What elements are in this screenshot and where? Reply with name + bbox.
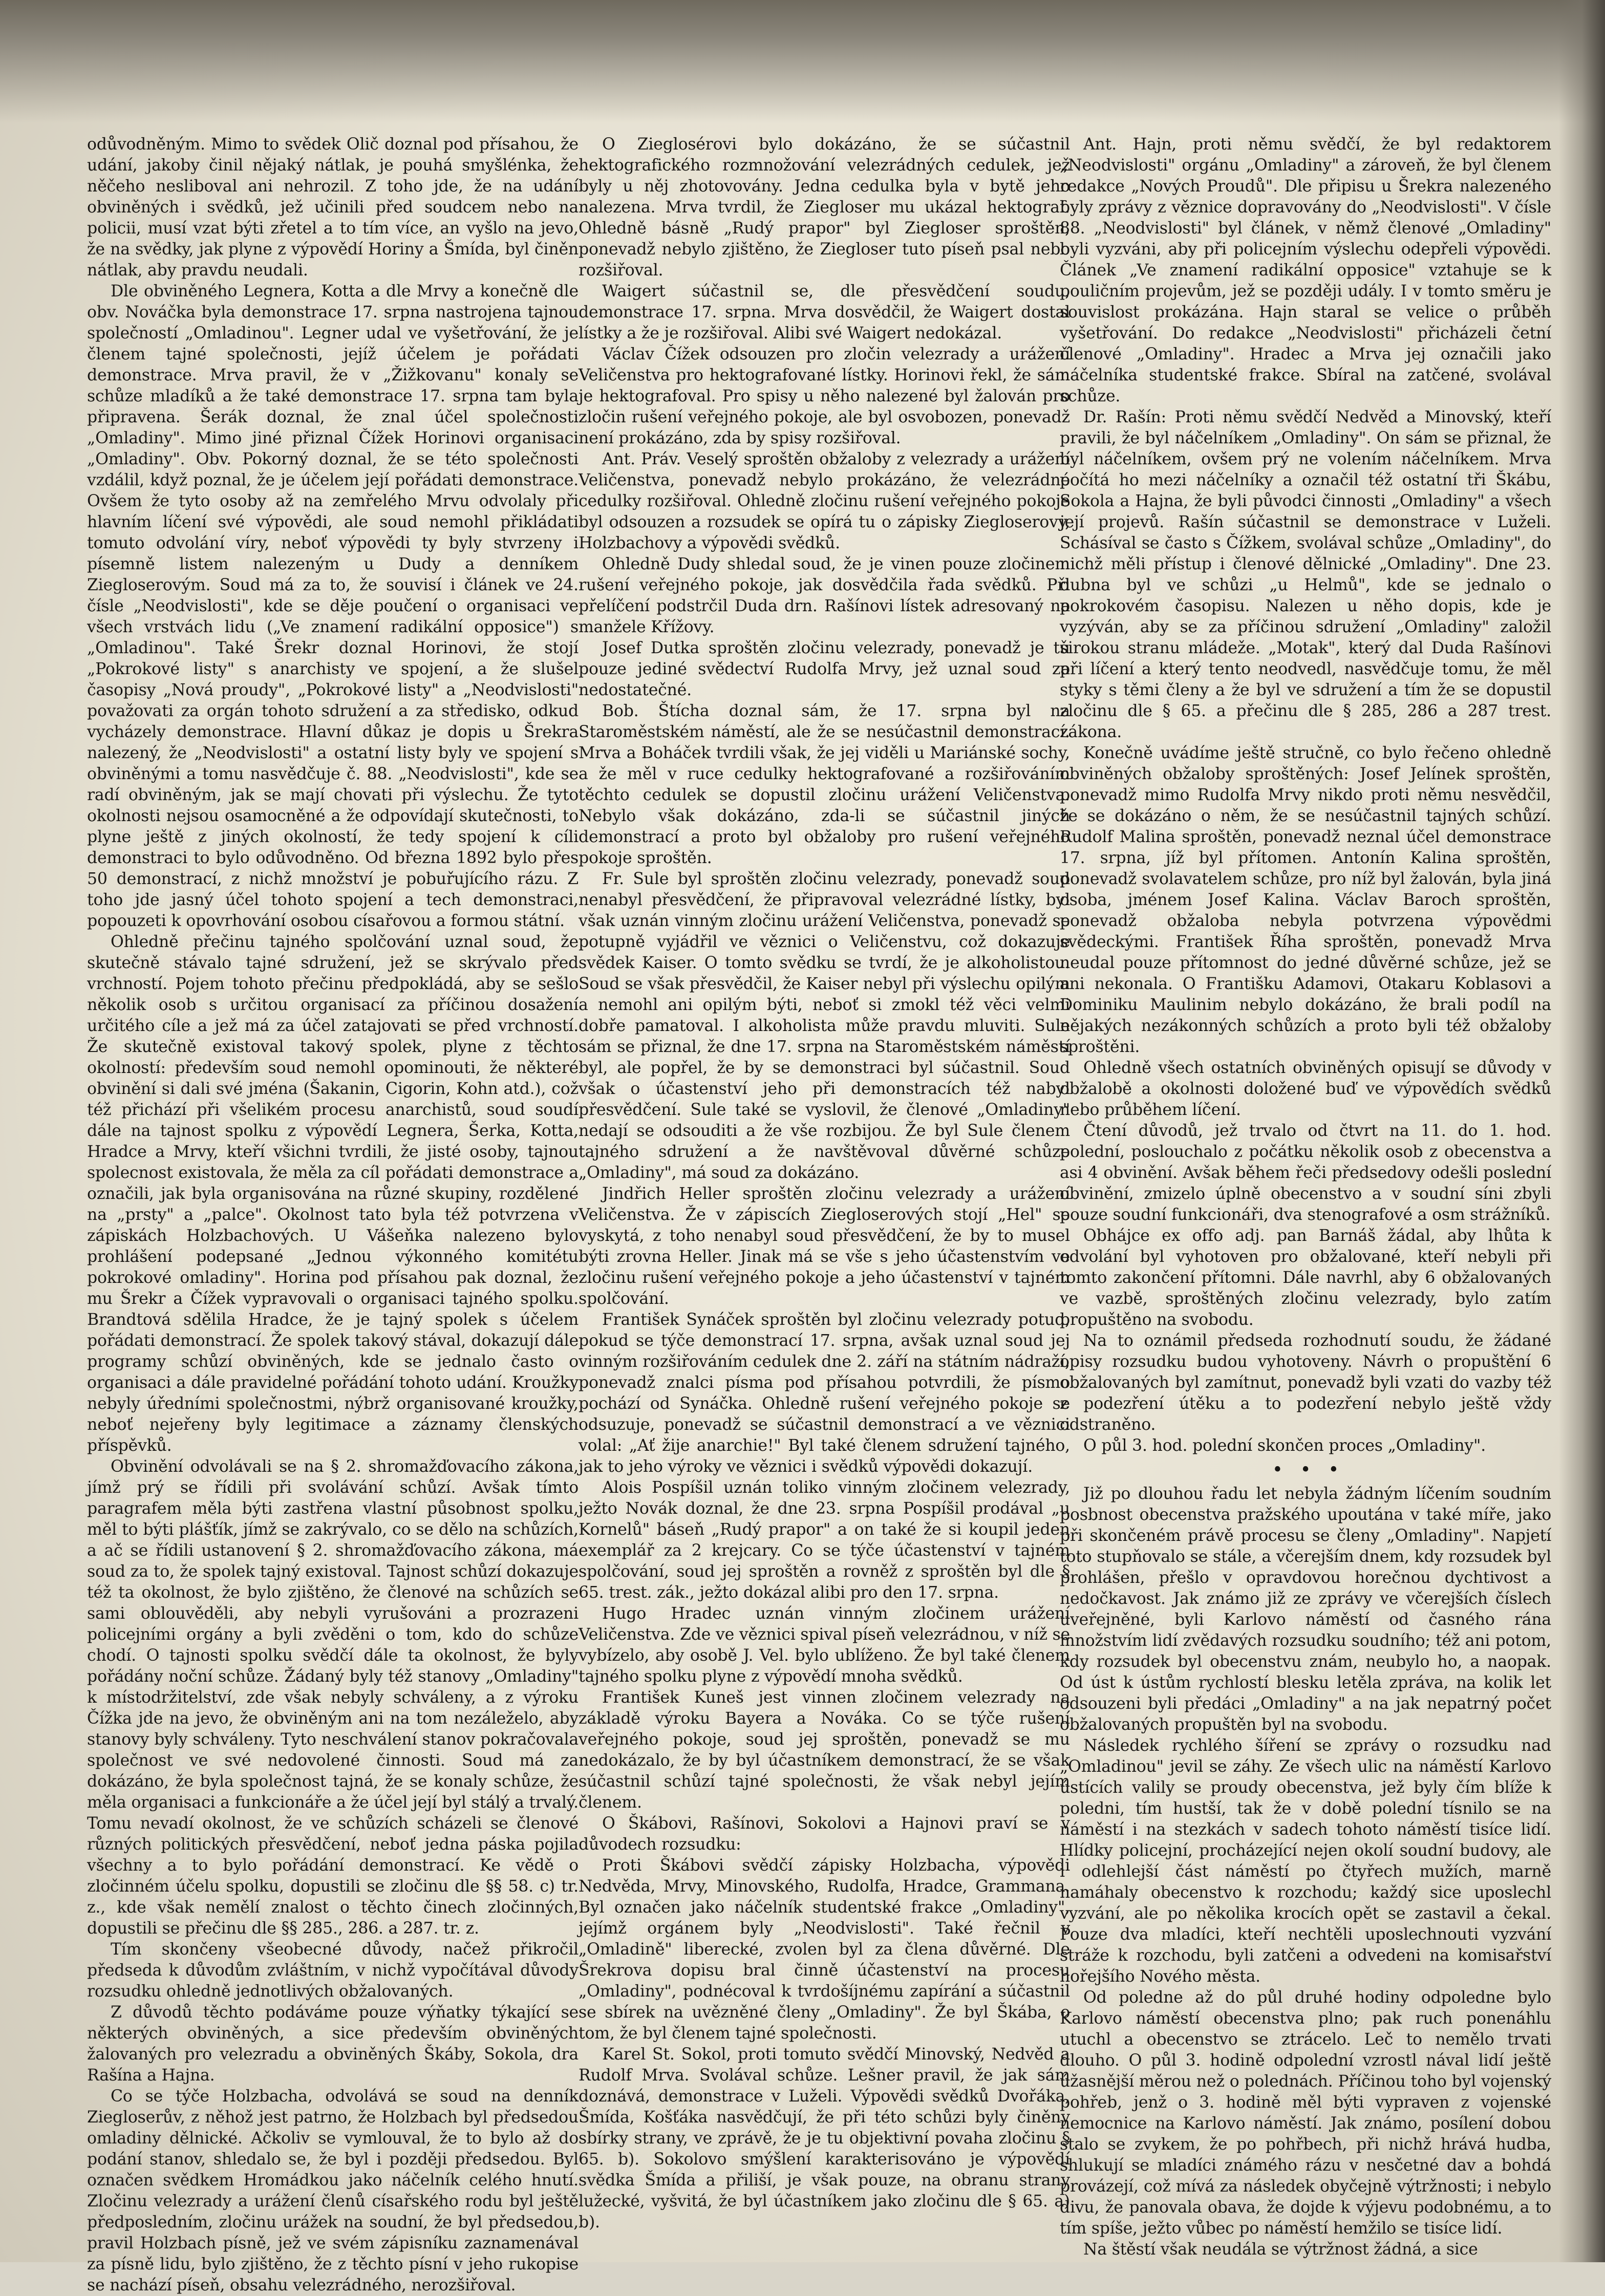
- paragraph: Alois Pospíšil uznán toliko vinným zločinem velezrady, ježto Novák doznal, že dne 23. srpna Pospíšil prodával „u Kornelů" báseň „Rudý prapor" a on také že si koupil jeden exemplář za 2 krejcary. Co se týče účastenství v tajném spolčování, soud jej sproštěn a rovněž z sproštěn byl dle § 65. trest. zák., ježto dokázal alibi pro den 17. srpna.: [579, 1478, 1070, 1602]
- paragraph: Na štěstí však neudála se výtržnost žádná, a sice: [1083, 2240, 1478, 2259]
- paragraph: Od poledne až do půl druhé hodiny odpoledne bylo Karlovo náměstí obecenstva plno; pak ruch ponenáhlu utuchl a obecenstvo se ztrácelo. Leč to nemělo trvati dlouho. O půl 3. hodině odpolední vzrostl nával lidí ještě úžasnější měrou než o polednách. Příčinou toho byl vojenský pohřeb, jenž o 3. hodině měl býti vypraven z vojenské nemocnice na Karlovo náměstí. Jak známo, posílení dobou stalo se zvykem, že po pohřbech, při nichž hrává hudba, shlukují se mladíci známého rázu v nesčetné dav a bohdá provázejí, což mívá za následek obyčejně výtržnosti; i nebylo divu, že panovala obava, že dojde k výjevu podobnému, a to tím spíše, ježto vůbec po náměstí hemžilo se tisíce lidí.: [1060, 1988, 1551, 2238]
- paragraph: Dle obviněného Legnera, Kotta a dle Mrvy a konečně dle obv. Nováčka byla demonstrace 17. srpna nastrojena tajnou společností „Omladinou". Legner udal ve vyšetřování, že je členem tajné společnosti, jejíž účelem je pořádati demonstrace. Mrva pravil, že v „Žižkovanu" konaly se schůze mladíků a že také demonstrace 17. srpna tam byla připravena. Šerák doznal, že znal účel společnosti „Omladiny". Mimo jiné přiznal Čížek Horinovi organisaci „Omladiny". Obv. Pokorný doznal, že se této společnosti vzdálil, když poznal, že je účelem její pořádati demonstrace. Ovšem že tyto osoby až na zemřelého Mrvu odvolaly při hlavním líčení své výpovědi, ale soud nemohl přikládati tomuto odvolání víry, neboť výpovědi ty byly stvrzeny i písemně listem nalezeným u Dudy a denníkem Ziegloserovým. Soud má za to, že souvisí i článek ve 24. čísle „Neodvislosti", kde se děje poučení o organisaci ve všech vrstvách lidu („Ve znamení radikální opposice") s „Omladinou". Také Šrekr doznal Horinovi, že stojí „Pokrokové listy" s anarchisty ve spojení, a že slušel časopisy „Nová proudy", „Pokrokové listy" a „Neodvislosti" považovati za orgán tohoto sdružení a za středisko, odkud vycházely demonstrace. Hlavní důkaz je dopis u Šrekra nalezený, že „Neodvislosti" a ostatní listy byly ve spojení s obviněnými a tomu nasvědčuje č. 88. „Neodvislosti", kde se radí obviněným, jak se mají chovati při výslechu. Že tyto okolnosti nejsou osamocněné a že odpovídají skutečnosti, to plyne ještě z jiných okolností, že tedy spojení k cíli demonstraci to bylo odůvodněno. Od března 1892 bylo přes 50 demonstrací, z nichž množství je pobuřujícího rázu. Z toho jde jasný účel tohoto spojení a tech demonstraci, popouzeti k opovrhování osobou císařovou a formou státní.: [87, 282, 579, 930]
- paragraph: Jindřich Heller sproštěn zločinu velezrady a urážení Veličenstva. Že v zápiscích Ziegloserových stojí „Hel" se vyskytá, z toho nenabyl soud přesvědčení, že by to musel býti zrovna Heller. Jinak má se vše s jeho účastenstvím ve zločinu rušení veřejného pokoje a jeho účastenství v tajném spolčování.: [579, 1185, 1070, 1308]
- paragraph: Václav Čížek odsouzen pro zločin velezrady a urážení Veličenstva pro hektografované lístky. Horinovi řekl, že sám je hektografoval. Pro spisy u něho nalezené byl žalován pro zločin rušení veřejného pokoje, ale byl osvobozen, ponevadž není prokázáno, zda by spisy rozšiřoval.: [579, 345, 1070, 447]
- column-1: [87, 134, 579, 2294]
- paragraph: odůvodněným. Mimo to svědek Olič doznal pod přísahou, že udání, jakoby činil nějaký nátlak, je pouhá smyšlénka, že něčeho nesliboval ani nehrozil. Z toho jde, že na udání obviněných i svědků, jež učinili před soudcem nebo na policii, musí vzat býti zřetel a to tím více, an vyšlo na jevo, že na svědky, jak plyne z výpovědí Horiny a Šmída, byl činěn nátlak, aby pravdu neudali.: [87, 135, 579, 280]
- paragraph: Hugo Hradec uznán vinným zločinem urážení Veličenstva. Zde ve věznici spival píseň velezrádnou, v níž se vybízelo, aby osobě J. Vel. bylo ublíženo. Že byl také členem tajného spolku plyne z výpovědí mnoha svědků.: [579, 1604, 1070, 1686]
- paragraph: Josef Dutka sproštěn zločinu velezrady, ponevadž je tu pouze jediné svědectví Rudolfa Mrvy, jež uznal soud za nedostatečné.: [579, 639, 1070, 699]
- column-2: [579, 134, 1070, 2231]
- paragraph: Waigert súčastnil se, dle přesvědčení soudu, demonstrace 17. srpna. Mrva dosvědčil, že Waigert dostal lístky a že je rozšiřoval. Alibi své Waigert nedokázal.: [579, 282, 1070, 342]
- paragraph: Obvinění odvolávali se na § 2. shromažďovacího zákona, jímž prý se řídili při svolávání schůzí. Avšak tímto paragrafem měla býti zastřena vlastní působnost spolku, měl to býti plášťík, jímž se zakrývalo, co se dělo na schůzích, a ač se řídili ustanovení § 2. shromažďovacího zákona, má soud za to, že spolek tajný existoval. Tajnost schůzí dokazuje též ta okolnost, že bylo zjištěno, že členové na schůzích se sami oblouvěděli, aby nebyli vyrušováni a prozrazeni policejními orgány a byli zvěděni o tom, kdo do schůze chodí. O tajnosti spolku svědčí dále ta okolnost, že byly pořádány noční schůze. Žádaný byly též stanovy „Omladiny" k místodržitelství, zde však nebyly schváleny, a z výroku Čížka jde na jevo, že obviněným ani na tom nezáleželo, aby stanovy byly schváleny. Tyto neschválení stanov pokračovala společnost ve své nedovolené činnosti. Soud má za dokázáno, že byla společnost tajná, že se konaly schůze, že měla organisaci a funkcionáře a že účel její byl stálý a trvalý. Tomu nevadí okolnost, že ve schůzích scházeli se členové různých politických přesvědčení, neboť jedna páska pojila všechny a to bylo pořádání demonstrací. Ke vědě o zločinném účelu spolku, dopustili se zločinu dle §§ 58. c) tr. z., kde však nemělí znalost o těchto činech zločinných, dopustili se přečinu dle §§ 285., 286. a 287. tr. z.: [87, 1457, 579, 1938]
- paragraph: Co se týče Holzbacha, odvolává se soud na denník Ziegloserův, z něhož jest patrno, že Holzbach byl předsedou omladiny dělnické. Ačkoliv se vymlouval, že to bylo až do podání stanov, shledalo se, že byl i později předsedou. Byl označen svědkem Hromádkou jako náčelník celého hnutí. Zločinu velezrady a urážení členů císařského rodu byl ještě předposledním, zločinu urážek na soudní, že byl předsedou, pravil Holzbach písně, jež ve svém zápisníku zaznamenával za písně lidu, bylo zjištěno, že z těchto písní v jeho rukopise se nachází píseň, obsahu velezrádného, nerozšiřoval.: [87, 2087, 579, 2294]
- page-shadow-top: [0, 0, 1605, 123]
- paragraph: Již po dlouhou řadu let nebyla žádným líčením soudním posbnost obecenstva pražského upoutána v také míře, jako při skončeném právě procesu se členy „Omladiny". Napjetí toto stupňovalo se stále, a včerejším dnem, kdy rozsudek byl prohlášen, přešlo v opravdovou horečnou dychtivost a nedočkavost. Jak známo již ze zprávy ve včerejších číslech uveřejněné, byli Karlovo náměstí od časného rána množstvím lidí zvědavých rozsudku soudního; též ani potom, kdy rozsudek byl obecenstvu znám, neubylo ho, a naopak. Od úst k ústům rychlostí blesku letěla zpráva, na kolik let odsouzeni byli předáci „Omladiny" a na jak nepatrný počet obžalovaných propuštěn byl na svobodu.: [1060, 1485, 1551, 1734]
- paragraph: Bob. Štícha doznal sám, že 17. srpna byl na Staroměstském náměstí, ale že se nesúčastnil demonstrací. Mrva a Boháček tvrdili však, že jej viděli u Mariánské sochy, a že měl v ruce cedulky hektografované a rozšiřováním těchto cedulek se dopustil zločinu urážení Veličenstva. Nebylo však dokázáno, zda-li se súčastnil jiných demonstrací a proto byl obžaloby pro rušení veřejného pokoje sproštěn.: [579, 702, 1070, 867]
- paragraph: Ohledně všech ostatních obviněných opisují se důvody v obžalobě a okolnosti doložené buď ve výpovědích svědků nebo průběhem líčení.: [1060, 1059, 1551, 1119]
- paragraph: Z důvodů těchto podáváme pouze výňatky týkající se některých obviněných, a sice především obviněných žalovaných pro velezradu a obviněných Škáby, Sokola, dra Rašína a Hajna.: [87, 2003, 579, 2085]
- paragraph: František Kuneš jest vinnen zločinem velezrady na základě výroku Bayera a Nováka. Co se týče rušení veřejného pokoje, soud jej sproštěn, ponevadž se mu nedokázalo, že by byl účastníkem demonstrací, že se však súčastnil schůzí tajné společnosti, že však nebyl jejím členem.: [579, 1688, 1070, 1812]
- paragraph: Dr. Rašín: Proti němu svědčí Nedvěd a Minovský, kteří pravili, že byl náčelníkem „Omladiny". On sám se přiznal, že byl náčelníkem, ovšem prý ne volením náčelníkem. Mrva počítá ho mezi náčelníky a označil též ostatní tři Škábu, Sokola a Hajna, že byli původci činnosti „Omladiny" a všech její projevů. Rašín súčastnil se demonstrace v Luželi. Schásíval se často s Čížkem, svolával schůze „Omladiny", do nichž měli přístup i členové dělnické „Omladiny". Dne 23. dubna byl ve schůzi „u Helmů", kde se jednalo o pokrokovém časopisu. Nalezen u něho dopis, kde je vyzýván, aby se za příčinou sdružení „Omladiny" založil širokou stranu mládeže. „Motak", který dal Duda Rašínovi při líčení a který tento neodvedl, nasvědčuje tomu, že měl styky s těmi členy a že byl ve sdružení a tím že se dopustil zločinu dle § 65. a přečinu dle § 285, 286 a 287 trest. zákona.: [1060, 408, 1551, 741]
- paragraph: O Škábovi, Rašínovi, Sokolovi a Hajnovi praví se v důvodech rozsudku:: [579, 1814, 1070, 1854]
- paragraph: Karel St. Sokol, proti tomuto svědčí Minovský, Nedvěd a Rudolf Mrva. Svolával schůze. Lešner pravil, že jak sám doznává, demonstrace v Luželi. Výpovědi svědků Dvořáka, Šmída, Košťáka nasvědčují, že při této schůzi byly činěny sbírky strany, ve zprávě, že je tu objektivní povaha zločinu § 65. b). Sokolovo smýšlení karakterisováno je výpovědí svědka Šmída a přiliší, je však pouze, na obranu strany lužecké, vyšvitá, že byl účastníkem jako zločinu dle § 65. a) b).: [579, 2045, 1070, 2231]
- paragraph: Tím skončeny všeobecné důvody, načež přikročil předseda k důvodům zvláštním, v nichž vypočítával důvody rozsudku ohledně jednotlivých obžalovaných.: [87, 1940, 579, 2001]
- paragraph: Následek rychlého šíření se zprávy o rozsudku nad „Omladinou" jevil se záhy. Ze všech ulic na náměstí Karlovo ústících valily se proudy obecenstva, jež byly čím blíže k poledni, tím hustší, tak že v době polední tísnilo se na náměstí i na stezkách v sadech tohoto náměstí tisíce lidí. Hlídky policejní, procházející nejen okolí soudní budovy, ale i odlehlejší část náměstí po čtyřech mužích, marně namáhaly obecenstvo k rozchodu; každý sice uposlechl vyzvání, ale po několika krocích opět se zastavil a čekal. Pouze dva mladíci, kteří nechtěli uposlechnouti vyzvání stráže k rozchodu, byli zatčeni a odvedeni na komisařství hořejšího Nového města.: [1060, 1736, 1551, 1986]
- paragraph: Ant. Práv. Veselý sproštěn obžaloby z velezrady a urážení Veličenstva, ponevadž nebylo prokázáno, že velezrádné cedulky rozšiřoval. Ohledně zločinu rušení veřejného pokoje byl odsouzen a rozsudek se opírá tu o zápisky Ziegloserovy, Holzbachovy a výpovědi svědků.: [579, 450, 1070, 552]
- paragraph: Konečně uvádíme ještě stručně, co bylo řečeno ohledně obviněných obžaloby sproštěných: Josef Jelínek sproštěn, ponevadž mimo Rudolfa Mrvy nikdo proti němu nesvědčil, že se dokázáno o něm, že se nesúčastnil tajných schůzí. Rudolf Malina sproštěn, ponevadž neznal účel demonstrace 17. srpna, jíž byl přítomen. Antonín Kalina sproštěn, ponevadž svolavatelem schůze, pro níž byl žalován, byla jiná osoba, jménem Josef Kalina. Václav Baroch sproštěn, ponevadž obžaloba nebyla potvrzena výpovědmi svědeckými. František Říha sproštěn, ponevadž Mrva neudal pouze přítomnost do jedné důvěrné schůze, jež se ani nekonala. O Františku Adamovi, Otakaru Koblasovi a Dominiku Maulinim nebylo dokázáno, že brali podíl na nějakých nezákonných schůzích a proto byli též obžaloby sproštěni.: [1060, 744, 1551, 1056]
- paragraph: Proti Škábovi svědčí zápisky Holzbacha, výpovědi Nedvěda, Mrvy, Minovského, Rudolfa, Hradce, Grammana. Byl označen jako náčelník studentské frakce „Omladiny", jejímž orgánem byly „Neodvislosti". Také řečnil v „Omladině" liberecké, zvolen byl za člena důvěrné. Dle Šrekrova dopisu bral činně účastenství na procesu „Omladiny", podnécoval k tvrdošíjnému zapírání a súčastnil se sbírek na uvězněné členy „Omladiny". Že byl Škába, o tom, že byl členem tajné společnosti.: [579, 1856, 1070, 2043]
- paragraph: Fr. Sule byl sproštěn zločinu velezrady, ponevadž soud nenabyl přesvědčení, že připravoval velezrádné lístky, byl však uznán vinným zločinu urážení Veličenstva, ponevadž se potupně vyjádřil ve věznici o Veličenstvu, což dokazuje svědek Kaiser. O tomto svědku se tvrdí, že je alkoholistou. Soud se však přesvědčil, že Kaiser nebyl při výslechu opilým a nemohl ani opilým býti, neboť si zmokl též věci velmi dobře pamatoval. I alkoholista může pravdu mluviti. Sule sám se přiznal, že dne 17. srpna na Staroměstském náměstí byl, ale popřel, že by se demonstraci byl súčastnil. Soud však o účastenství jeho při demonstracích též nabyl přesvědčení. Sule také se vyslovil, že členové „Omladiny" nedají se odsouditi a že vše rozbijou. Že byl Sule členem tajného sdružení a že navštěvoval důvěrné schůze „Omladiny", má soud za dokázáno.: [579, 870, 1070, 1182]
- paragraph: Ohledně přečinu tajného spolčování uznal soud, že skutečně stávalo tajné sdružení, jež se skrývalo před vrchností. Pojem tohoto přečinu předpokládá, aby se sešlo několik osob s určitou organisací za příčinou dosažení určitého cíle a jež má za účel zatajovati se před vrchností. Že skutečně existoval takový spolek, plyne z těchto okolností: především soud nemohl opominouti, že některé obvinění si dali své jména (Šakanin, Cigorin, Kohn atd.), což též přichází při všelikém procesu anarchistů, soud soudí dále na tajnost spolku z výpovědí Legnera, Šerka, Kotta, Hradce a Mrvy, kteří všichni tvrdili, že jisté osoby, tajnou spolecnost existovala, že měla za cíl pořádati demonstrace a označili, jak byla organisována na různé skupiny, rozdělené na „prsty" a „palce". Okolnost tato byla též potvrzena v zápiskách Holzbachových. U Vášeňka nalezeno bylo prohlášení podepsané „Jednou výkonného komitétu pokrokové omladiny". Horina pod přísahou pak doznal, že mu Šrekr a Čížek vypravovali o organisaci tajného spolku. Brandtová sdělila Hradce, že je tajný spolek s účelem pořádati demonstrací. Že spolek takový stával, dokazují dále programy schůzí obviněných, kde se jednalo často o organisaci a dále pravidelné pořádání tohoto udání. Kroužky nebyly úředními společnostmi, nýbrž organisované kroužky, neboť nejeřeny byly legitimace a záznamy členských příspěvků.: [87, 933, 579, 1455]
- column-3: [1060, 134, 1551, 2259]
- paragraph: Na to oznámil předseda rozhodnutí soudu, že žádané opisy rozsudku budou vyhotoveny. Návrh o propuštění 6 obžalovaných byl zamítnut, ponevadž byli vzati do vazby též z podezření útěku a to podezření nebylo ještě vždy odstraněno.: [1060, 1332, 1551, 1434]
- paragraph: O půl 3. hod. polední skončen proces „Omladiny".: [1083, 1436, 1486, 1455]
- paragraph: Ant. Hajn, proti němu svědčí, že byl redaktorem „Neodvislosti" orgánu „Omladiny" a zároveň, že byl členem redakce „Nových Proudů". Dle připisu u Šrekra nalezeného byly zprávy z věznice dopravovány do „Neodvislosti". V čísle 88. „Neodvislosti" byl článek, v němž členové „Omladiny" byli vyzváni, aby při policejním výslechu odepřeli výpovědi. Článek „Ve znamení radikální opposice" vztahuje se k pouličním projevům, jež se později udály. I v tomto směru je souvislost prokázána. Hajn staral se velice o průběh vyšetřování. Do redakce „Neodvislosti" přicházeli četní členové „Omladiny". Hradec a Mrva jej označili jako náčelníka studentské frakce. Sbíral na zatčené, svolával schůze.: [1060, 135, 1551, 405]
- section-separator: • • •: [1272, 1460, 1339, 1480]
- paragraph: O Zieglosérovi bylo dokázáno, že se súčastnil hektografického rozmnožování velezrádných cedulek, jež byly u něj zhotovovány. Jedna cedulka byla v bytě jeho nalezena. Mrva tvrdil, že Ziegloser mu ukázal hektograf. Ohledně básně „Rudý prapor" byl Ziegloser sproštěn, ponevadž nebylo zjištěno, že Ziegloser tuto píseň psal nebo rozšiřoval.: [579, 135, 1070, 280]
- paragraph: Obhájce ex offo adj. pan Barnáš žádal, aby lhůta k odvolání byl vyhotoven pro obžalované, kteří nebyli při tomto zakončení přítomni. Dále navrhl, aby 6 obžalovaných ve vazbě, sproštěných zločinu velezrady, bylo zatím propuštěno na svobodu.: [1060, 1227, 1551, 1329]
- paragraph: Ohledně Dudy shledal soud, že je vinen pouze zločinem rušení veřejného pokoje, jak dosvědčila řada svědků. Při přelíčení podstrčil Duda drn. Rašínovi lístek adresovaný na manžele Křížovy.: [579, 555, 1070, 636]
- paragraph: Čtení důvodů, jež trvalo od čtvrt na 11. do 1. hod. polední, poslouchalo z počátku několik osob z obecenstva a asi 4 obvinění. Avšak během řeči předsedovy odešli poslední obvinění, zmizelo úplně obecenstvo a v soudní síni zbyli pouze soudní funkcionáři, dva stenografové a osm strážníků.: [1060, 1122, 1551, 1224]
- page-shadow-right: [1559, 0, 1605, 2262]
- paragraph: František Synáček sproštěn byl zločinu velezrady potud, pokud se týče demonstrací 17. srpna, avšak uznal soud jej vinným rozšiřováním cedulek dne 2. září na státním nádraží, ponevadž znalci písma pod přísahou potvrdili, že písmo pochází od Synáčka. Ohledně rušení veřejného pokoje se odsuzuje, ponevadž se súčastnil demonstrací a ve věznici volal: „Ať žije anarchie!" Byl také členem sdružení tajného, jak to jeho výroky ve věznici i svědků výpovědi dokazují.: [579, 1311, 1070, 1476]
